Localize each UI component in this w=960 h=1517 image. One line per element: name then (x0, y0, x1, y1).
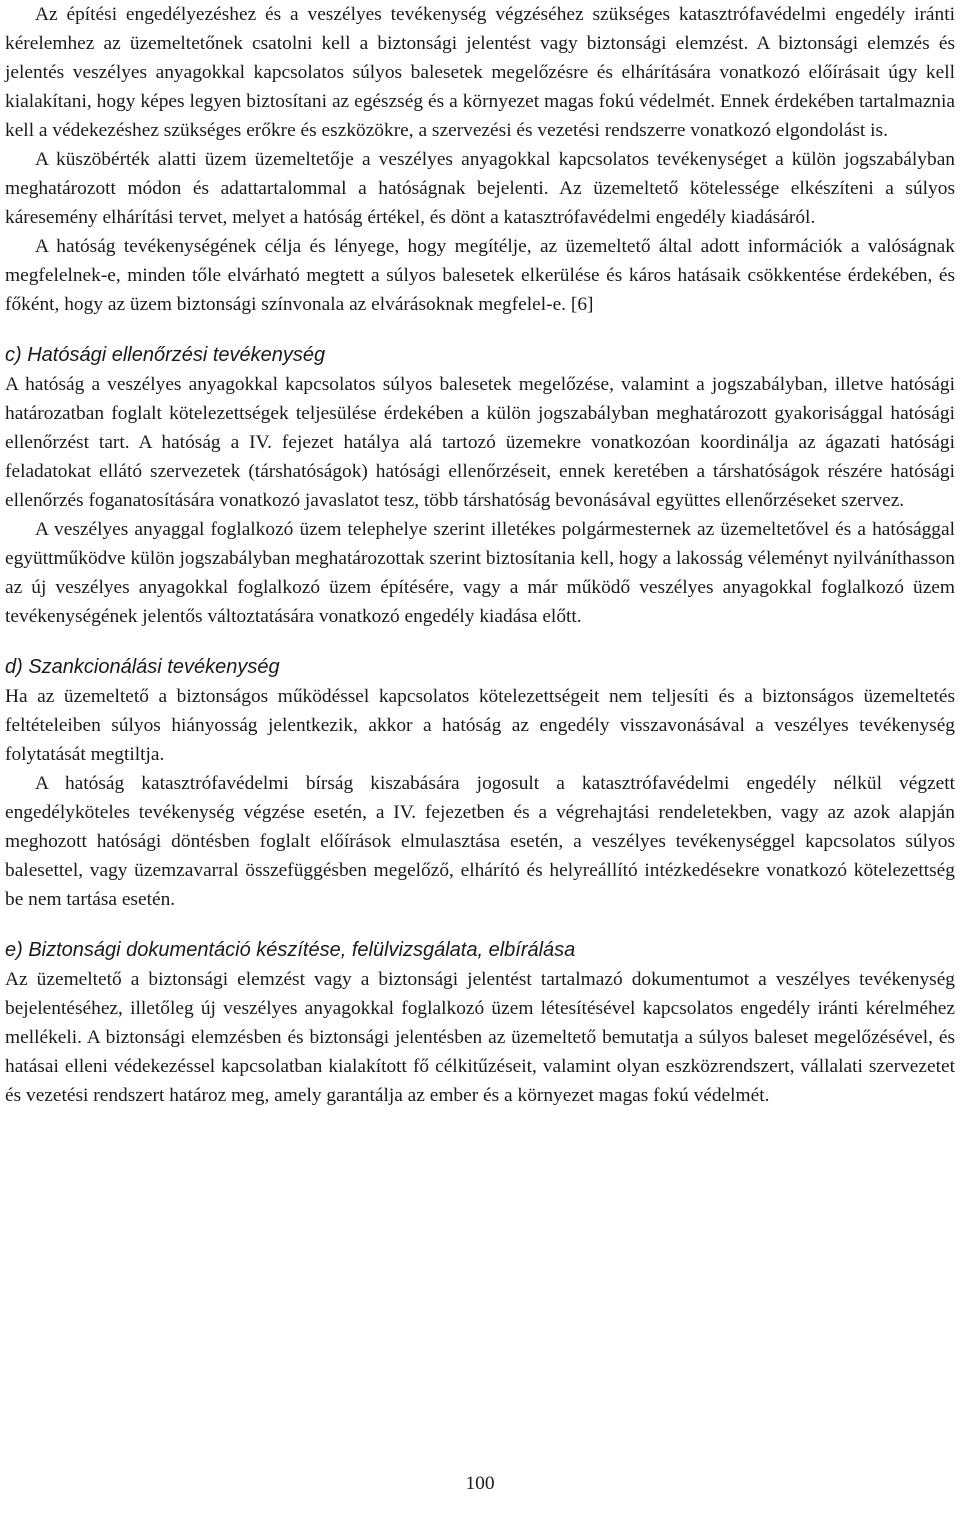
paragraph: Az üzemeltető a biztonsági elemzést vagy a biztonsági jelentést tartalmazó dokumentumot a veszélyes tevékenység bejelentéséhez, illetőleg új veszélyes anyagokkal foglalkozó üzem létesítésével kapcsolatos engedély iránti kérelméhez mellékeli. A biztonsági elemzésben és biztonsági jelentésben az üzemeltető bemutatja a súlyos baleset megelőzésével, és hatásai elleni védekezéssel kapcsolatban kialakított fő célkitűzéseit, valamint olyan eszközrendszert, vállalati szervezetet és vezetési rendszert határoz meg, amely garantálja az ember és a környezet magas fokú védelmét. (5, 969, 955, 1106)
section-heading-c: c) Hatósági ellenőrzési tevékenység (5, 344, 326, 366)
paragraph: A hatóság a veszélyes anyagokkal kapcsolatos súlyos balesetek megelőzése, valamint a jogszabályban, illetve hatósági határozatban foglalt kötelezettségek teljesülése érdekében a külön jogszabályban meghatározott gyakorisággal hatósági ellenőrzést tart. A hatóság a IV. fejezet hatálya alá tartozó üzemekre vonatkozóan koordinálja az ágazati hatósági feladatokat ellátó szervezetek (társhatóságok) hatósági ellenőrzéseit, ennek keretében a társhatóságok részére hatósági ellenőrzés foganatosítására vonatkozó javaslatot tesz, több társhatóság bevonásával együttes ellenőrzéseket szervez. (5, 374, 955, 511)
paragraph: Az építési engedélyezéshez és a veszélyes tevékenység végzéséhez szükséges katasztrófavédelmi engedély iránti kérelemhez az üzemeltetőnek csatolni kell a biztonsági jelentést vagy biztonsági elemzést. A biztonsági elemzés és jelentés veszélyes anyagokkal kapcsolatos súlyos balesetek megelőzésre és elhárítására vonatkozó előírásait úgy kell kialakítani, hogy képes legyen biztosítani az egészség és a környezet magas fokú védelmét. Ennek érdekében tartalmaznia kell a védekezéshez szükséges erőkre és eszközökre, a szervezési és vezetési rendszerre vonatkozó elgondolást is. (5, 4, 955, 141)
document-page (5, 0, 955, 1110)
section-heading-e: e) Biztonsági dokumentáció készítése, felülvizsgálata, elbírálása (5, 939, 576, 961)
section-heading-d: d) Szankcionálási tevékenység (5, 656, 280, 678)
paragraph: A hatóság tevékenységének célja és lényege, hogy megítélje, az üzemeltető által adott információk a valóságnak megfelelnek-e, minden tőle elvárható megtett a súlyos balesetek elkerülése és káros hatásaik csökkentése érdekében, és főként, hogy az üzem biztonsági színvonala az elvárásoknak megfelel-e. [6] (5, 236, 955, 315)
page-number: 100 (465, 1473, 495, 1494)
paragraph: A hatóság katasztrófavédelmi bírság kiszabására jogosult a katasztrófavédelmi engedély nélkül végzett engedélyköteles tevékenység végzése esetén, a IV. fejezetben és a végrehajtási rendeletekben, vagy az azok alapján meghozott hatósági döntésben foglalt előírások elmulasztása esetén, a veszélyes tevékenységgel kapcsolatos súlyos balesettel, vagy üzemzavarral összefüggésben megelőző, elhárító és helyreállító intézkedésekre vonatkozó kötelezettség be nem tartása esetén. (5, 773, 955, 910)
paragraph: Ha az üzemeltető a biztonságos működéssel kapcsolatos kötelezettségeit nem teljesíti és a biztonságos üzemeltetés feltételeiben súlyos hiányosság jelentkezik, akkor a hatóság az engedély visszavonásával a veszélyes tevékenység folytatását megtiltja. (5, 686, 955, 765)
paragraph: A küszöbérték alatti üzem üzemeltetője a veszélyes anyagokkal kapcsolatos tevékenységet a külön jogszabályban meghatározott módon és adattartalommal a hatóságnak bejelenti. Az üzemeltető kötelessége elkészíteni a súlyos káresemény elhárítási tervet, melyet a hatóság értékel, és dönt a katasztrófavédelmi engedély kiadásáról. (5, 149, 955, 228)
paragraph: A veszélyes anyaggal foglalkozó üzem telephelye szerint illetékes polgármesternek az üzemeltetővel és a hatósággal együttműködve külön jogszabályban meghatározottak szerint biztosítania kell, hogy a lakosság véleményt nyilváníthasson az új veszélyes anyagokkal foglalkozó üzem építésére, vagy a már működő veszélyes anyagokkal foglalkozó üzem tevékenységének jelentős változtatására vonatkozó engedély kiadása előtt. (5, 519, 955, 627)
